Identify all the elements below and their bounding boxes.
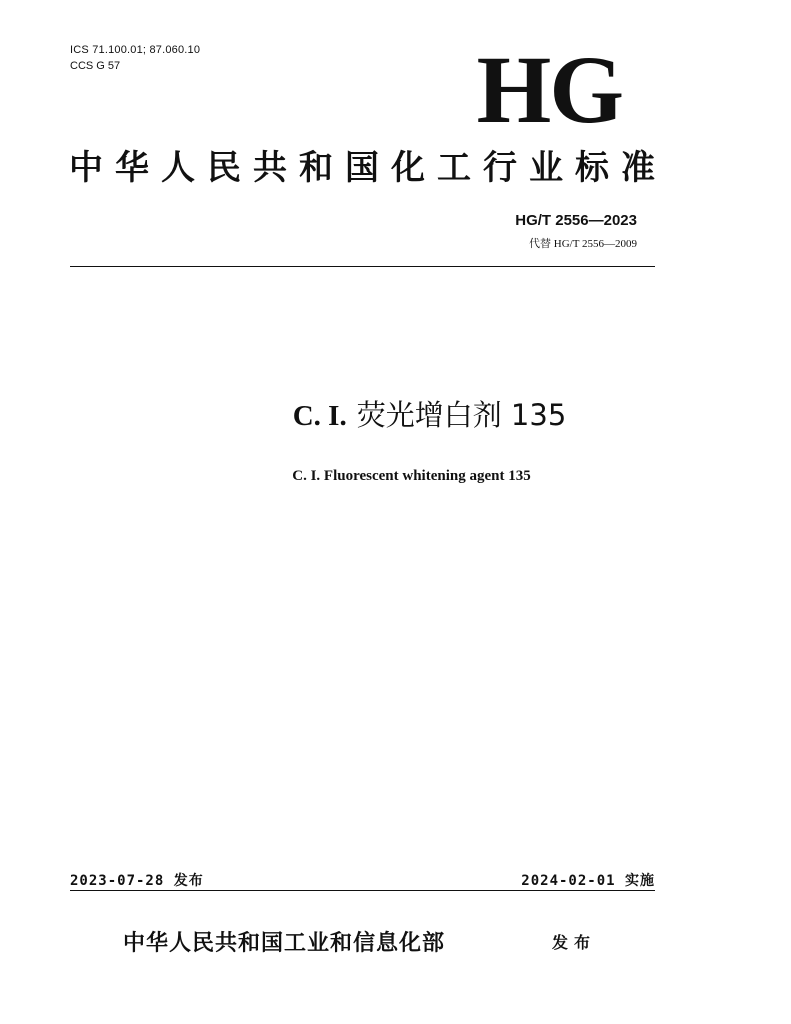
document-title bbox=[0, 393, 791, 434]
publisher-action: 发布 bbox=[552, 933, 597, 952]
top-divider bbox=[70, 266, 655, 267]
issue-date: 2023-07-28 发布 bbox=[70, 873, 204, 889]
standard-category-title: 中华人民共和国化工行业标准 bbox=[69, 148, 655, 188]
bottom-divider bbox=[70, 890, 655, 891]
effective-date: 2024-02-01 实施 bbox=[521, 873, 655, 889]
publisher-name: 中华人民共和国工业和信息化部 bbox=[123, 930, 446, 956]
standard-number: HG/T 2556—2023 bbox=[515, 212, 637, 229]
title-main: 荧光增白剂 135 bbox=[356, 398, 567, 432]
document-subtitle-english: C. I. Fluorescent whitening agent 135 bbox=[292, 468, 531, 484]
ccs-code: CCS G 57 bbox=[70, 60, 121, 72]
replaces-standard: 代替 HG/T 2556—2009 bbox=[529, 238, 637, 250]
hg-logo: HG bbox=[476, 36, 622, 143]
title-prefix: C. I. bbox=[292, 400, 347, 432]
ics-code: ICS 71.100.01; 87.060.10 bbox=[70, 44, 201, 56]
